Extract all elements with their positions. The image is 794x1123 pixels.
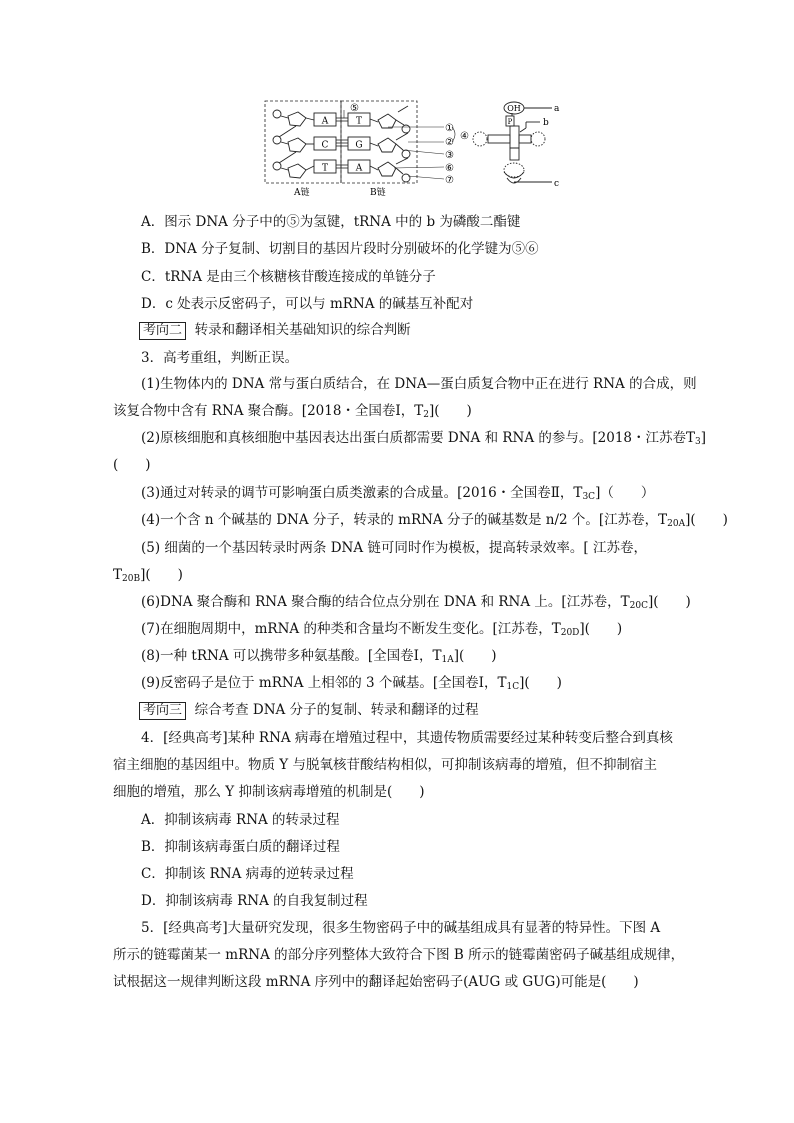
q2-option-b: B．DNA 分子复制、切割目的基因片段时分别破坏的化学键为⑤⑥ [141, 241, 539, 257]
base-label: T [355, 116, 363, 127]
base-label: T [321, 163, 329, 174]
trna-a-label: a [554, 104, 560, 114]
trna-cloverleaf [473, 102, 552, 183]
marker-7: ⑦ [445, 175, 454, 186]
q4-option-b: B．抑制该病毒蛋白质的翻译过程 [141, 839, 340, 855]
marker-5: ⑤ [350, 103, 359, 114]
q4-option-a: A．抑制该病毒 RNA 的转录过程 [141, 812, 340, 828]
direction-2-tag: 考向二 [139, 322, 186, 340]
chain-a-backbone [273, 110, 314, 178]
q5-line-2: 所示的链霉菌某一 mRNA 的部分序列整体大致符合下图 B 所示的链霉菌密码子碱基组成规律， [113, 947, 685, 963]
hydrogen-bonds [336, 118, 348, 168]
q5-line-3: 试根据这一规律判断这段 mRNA 序列中的翻译起始密码子(AUG 或 GUG)可能是( ) [113, 974, 639, 990]
base-label: G [355, 140, 363, 151]
marker-6: ⑥ [445, 163, 454, 174]
trna-b-label: b [543, 118, 549, 128]
q3-item-2-line2: ( ) [113, 457, 151, 473]
q4-line-1: 4．[经典高考]某种 RNA 病毒在增殖过程中，其遗传物质需要经过某种转变后整合到真核 [141, 730, 673, 746]
direction-3-text: 综合考查 DNA 分子的复制、转录和翻译的过程 [194, 702, 479, 718]
q3-item-5-line1: (5) 细菌的一个基因转录时两条 DNA 链可同时作为模板，提高转录效率。[ 江苏卷， [141, 540, 647, 556]
dna-trna-figure [262, 98, 572, 198]
q3-item-9: (9)反密码子是位于 mRNA 上相邻的 3 个碱基。[全国卷Ⅰ，$T_{1C}$]( ) [141, 675, 562, 692]
marker-2: ② [445, 137, 454, 148]
q3-item-2-line1: (2)原核细胞和真核细胞中基因表达出蛋白质都需要 DNA 和 RNA 的参与。[2018・江苏卷$T_3$] [141, 430, 707, 447]
base-label: A [321, 116, 329, 127]
marker-1: ① [445, 123, 454, 134]
base-label: A [355, 163, 363, 174]
trna-oh-label: OH [507, 104, 521, 113]
q2-option-c: C．tRNA 是由三个核糖核苷酸连接成的单链分子 [141, 269, 436, 285]
q2-option-d: D．c 处表示反密码子，可以与 mRNA 的碱基互补配对 [141, 296, 474, 312]
q3-item-3: (3)通过对转录的调节可影响蛋白质类激素的合成量。[2016・全国卷Ⅱ，$T_{3C}$]（ ） [141, 485, 655, 502]
q3-item-8: (8)一种 tRNA 可以携带多种氨基酸。[全国卷Ⅰ，$T_{1A}$]( ) [141, 648, 497, 665]
q2-option-a: A．图示 DNA 分子中的⑤为氢键，tRNA 中的 b 为磷酸二酯键 [141, 214, 521, 230]
trna-p-label: P [507, 118, 513, 126]
trna-c-label: c [554, 179, 560, 189]
q4-line-3: 细胞的增殖，那么 Y 抑制该病毒增殖的机制是( ) [113, 784, 425, 800]
q3-item-4: (4)一个含 n 个碱基的 DNA 分子，转录的 mRNA 分子的碱基数是 n/2 个。[江苏卷，$T_{20A}$]( ) [141, 512, 728, 529]
base-label: C [321, 140, 329, 151]
q4-option-c: C．抑制该 RNA 病毒的逆转录过程 [141, 866, 354, 882]
marker-4: ④ [460, 131, 469, 142]
q4-option-d: D．抑制该病毒 RNA 的自我复制过程 [141, 893, 368, 909]
marker-3: ③ [445, 150, 454, 161]
direction-2-text: 转录和翻译相关基础知识的综合判断 [194, 322, 411, 338]
q4-line-2: 宿主细胞的基因组中。物质 Y 与脱氧核苷酸结构相似，可抑制该病毒的增殖，但不抑制宿主 [113, 757, 657, 773]
q3-item-5-line2: $T_{20B}$]( ) [113, 567, 183, 584]
direction-3-heading [139, 700, 479, 720]
direction-2-heading [139, 320, 411, 340]
direction-3-tag: 考向三 [139, 702, 186, 720]
chain-b-label: B链 [370, 188, 386, 198]
q3-stem: 3．高考重组，判断正误。 [141, 350, 299, 366]
q3-item-1-line2: 该复合物中含有 RNA 聚合酶。[2018・全国卷Ⅰ，$T_2$]( ) [113, 403, 472, 420]
q5-line-1: 5．[经典高考]大量研究发现，很多生物密码子中的碱基组成具有显著的特异性。下图 A [141, 920, 661, 936]
q3-item-1-line1: (1)生物体内的 DNA 常与蛋白质结合，在 DNA—蛋白质复合物中正在进行 RNA 的合成，则 [141, 376, 697, 392]
q3-item-6: (6)DNA 聚合酶和 RNA 聚合酶的结合位点分别在 DNA 和 RNA 上。[江苏卷，$T_{20C}$]( ) [141, 594, 691, 611]
q3-item-7: (7)在细胞周期中，mRNA 的种类和含量均不断发生变化。[江苏卷，$T_{20D}$]( ) [141, 621, 623, 638]
chain-a-label: A链 [294, 188, 310, 198]
chain-b-backbone [370, 106, 410, 182]
